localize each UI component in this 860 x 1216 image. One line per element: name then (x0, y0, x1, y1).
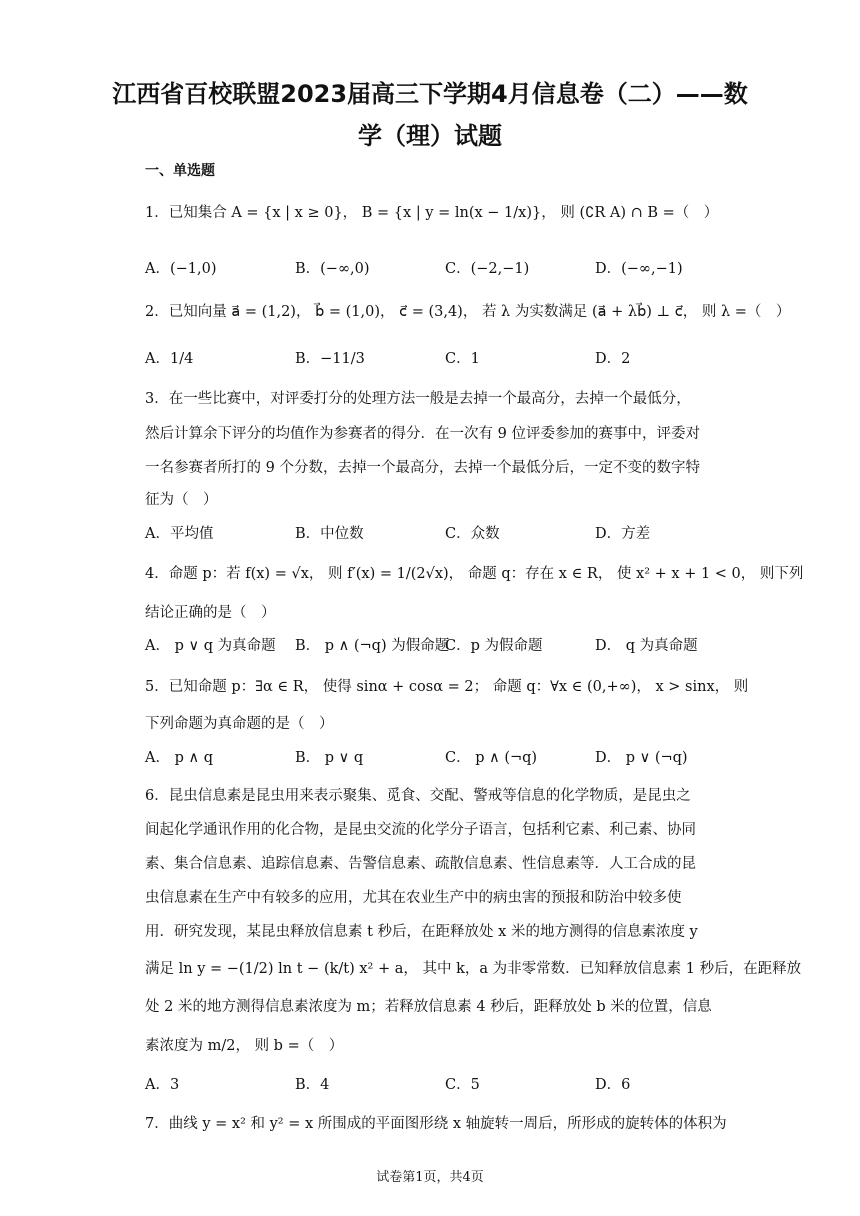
answer-option-d: D．(−∞,−1) (595, 261, 683, 277)
question-line: 2．已知向量 a⃗ = (1,2)， b⃗ = (1,0)， c⃗ = (3,4)， 若 λ 为实数满足 (a⃗ + λb⃗) ⊥ c⃗， 则 λ =（ ） (145, 304, 791, 320)
answer-option-c: C．(−2,−1) (445, 261, 530, 277)
question-line: 3．在一些比赛中，对评委打分的处理方法一般是去掉一个最高分，去掉一个最低分， (145, 391, 691, 407)
answer-option-b: B．−11/3 (295, 351, 365, 367)
answer-option-c: C．p 为假命题 (445, 638, 543, 654)
question-line: 满足 ln y = −(1/2) ln t − (k/t) x² + a， 其中 k，a 为非零常数．已知释放信息素 1 秒后，在距释放 (145, 961, 802, 977)
question-line: 一名参赛者所打的 9 个分数，去掉一个最高分，去掉一个最低分后，一定不变的数字特 (145, 460, 700, 476)
question-line: 然后计算余下评分的均值作为参赛者的得分．在一次有 9 位评委参加的赛事中，评委对 (145, 426, 700, 442)
question-line: 结论正确的是（ ） (145, 605, 276, 621)
question-line: 1．已知集合 A = {x | x ≥ 0}， B = {x | y = ln(x − 1/x)}， 则 (∁R A) ∩ B =（ ） (145, 205, 719, 221)
answer-option-a: A．3 (145, 1077, 180, 1093)
section-heading: 一、单选题 (145, 163, 215, 179)
answer-option-d: D．2 (595, 351, 631, 367)
answer-option-b: B． p ∨ q (295, 750, 364, 766)
page-title-line2: 学（理）试题 (358, 122, 502, 150)
answer-option-d: D． p ∨ (¬q) (595, 750, 688, 766)
answer-option-b: B．4 (295, 1077, 330, 1093)
answer-option-b: B．中位数 (295, 526, 364, 542)
answer-option-a: A．平均值 (145, 526, 214, 542)
answer-option-d: D． q 为真命题 (595, 638, 698, 654)
answer-option-a: A． p ∧ q (145, 750, 213, 766)
answer-option-b: B．(−∞,0) (295, 261, 370, 277)
question-line: 征为（ ） (145, 492, 218, 508)
answer-option-c: C． p ∧ (¬q) (445, 750, 538, 766)
question-line: 下列命题为真命题的是（ ） (145, 716, 334, 732)
question-line: 素、集合信息素、追踪信息素、告警信息素、疏散信息素、性信息素等．人工合成的昆 (145, 856, 696, 872)
question-line: 5．已知命题 p：∃α ∈ R， 使得 sinα + cosα = 2； 命题 q：∀x ∈ (0,+∞)， x > sinx， 则 (145, 679, 749, 695)
question-line: 素浓度为 m/2， 则 b =（ ） (145, 1038, 344, 1054)
answer-option-a: A．1/4 (145, 351, 194, 367)
question-line: 7．曲线 y = x² 和 y² = x 所围成的平面图形绕 x 轴旋转一周后，所形成的旋转体的体积为 (145, 1116, 727, 1132)
page-footer: 试卷第1页，共4页 (376, 1170, 484, 1185)
answer-option-c: C．5 (445, 1077, 480, 1093)
question-line: 6．昆虫信息素是昆虫用来表示聚集、觅食、交配、警戒等信息的化学物质，是昆虫之 (145, 788, 691, 804)
question-line: 用．研究发现，某昆虫释放信息素 t 秒后，在距释放处 x 米的地方测得的信息素浓度 y (145, 924, 698, 940)
answer-option-d: D．6 (595, 1077, 631, 1093)
answer-option-d: D．方差 (595, 526, 651, 542)
page-title-line1: 江西省百校联盟2023届高三下学期4月信息卷（二）——数 (112, 80, 748, 108)
question-line: 虫信息素在生产中有较多的应用，尤其在农业生产中的病虫害的预报和防治中较多使 (145, 890, 682, 906)
answer-option-a: A．(−1,0) (145, 261, 217, 277)
question-line: 间起化学通讯作用的化合物，是昆虫交流的化学分子语言，包括利它素、利己素、协同 (145, 822, 696, 838)
question-line: 4．命题 p：若 f(x) = √x， 则 f′(x) = 1/(2√x)， 命题 q：存在 x ∈ R， 使 x² + x + 1 < 0， 则下列 (145, 566, 804, 582)
question-line: 处 2 米的地方测得信息素浓度为 m；若释放信息素 4 秒后，距释放处 b 米的位置，信息 (145, 999, 712, 1015)
answer-option-c: C．众数 (445, 526, 500, 542)
answer-option-b: B． p ∧ (¬q) 为假命题 (295, 638, 450, 654)
answer-option-c: C．1 (445, 351, 480, 367)
answer-option-a: A． p ∨ q 为真命题 (145, 638, 276, 654)
